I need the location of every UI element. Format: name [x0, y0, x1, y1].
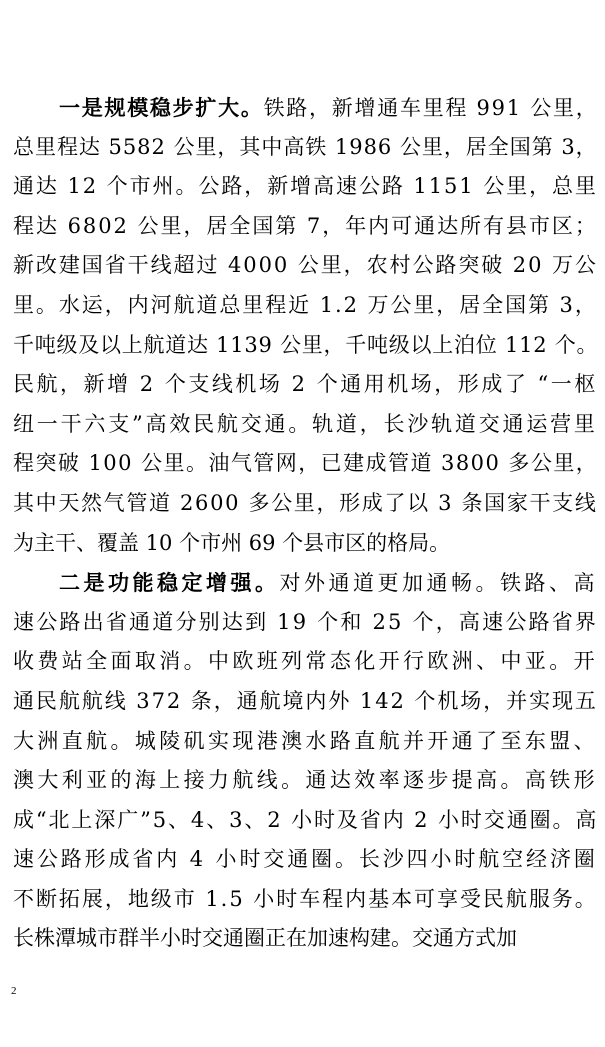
- text-line: [13, 682, 598, 722]
- paragraph-heading: 二是功能稳定增强。: [59, 570, 280, 596]
- text-line: [13, 761, 598, 801]
- line-text: 千吨级及以上航道达 1139 公里，千吨级以上泊位 112 个。: [13, 332, 598, 357]
- text-line: [13, 88, 598, 128]
- text-line: [13, 286, 598, 326]
- line-text: 澳大利亚的海上接力航线。通达效率逐步提高。高铁形: [13, 768, 598, 793]
- line-text: 成“北上深广”5、4、3、2 小时及省内 2 小时交通圈。高: [13, 807, 598, 832]
- text-line: [13, 524, 598, 564]
- line-content: [13, 919, 517, 959]
- line-text: 不断拓展，地级市 1.5 小时车程内基本可享受民航服务。: [13, 886, 598, 911]
- line-text: 总里程达 5582 公里，其中高铁 1986 公里，居全国第 3，: [13, 134, 598, 159]
- line-text: 大洲直航。城陵矶实现港澳水路直航并开通了至东盟、: [13, 728, 598, 753]
- text-line: [13, 128, 598, 168]
- line-content: [13, 365, 598, 405]
- line-text: 其中天然气管道 2600 多公里，形成了以 3 条国家干支线: [13, 490, 598, 515]
- line-content: [13, 128, 598, 168]
- body-text: [13, 88, 598, 959]
- paragraph-heading: 一是规模稳步扩大。: [59, 95, 264, 120]
- line-content: [13, 642, 598, 682]
- text-line: [13, 167, 598, 207]
- line-text: 新改建国省干线超过 4000 公里，农村公路突破 20 万公: [13, 253, 598, 278]
- text-line: [13, 246, 598, 286]
- line-content: [13, 286, 598, 326]
- line-text: 收费站全面取消。中欧班列常态化开行欧洲、中亚。开: [13, 649, 598, 674]
- line-content: [13, 484, 598, 524]
- line-content: [59, 88, 598, 128]
- text-line: [13, 444, 598, 484]
- line-content: [13, 524, 450, 564]
- line-content: [13, 722, 598, 762]
- text-line: [13, 207, 598, 247]
- line-text: 通达 12 个市州。公路，新增高速公路 1151 公里，总里: [13, 174, 598, 199]
- text-line: [13, 563, 598, 603]
- paragraph: [13, 563, 598, 959]
- text-line: [13, 919, 598, 959]
- line-text: 速公路形成省内 4 小时交通圈。长沙四小时航空经济圈: [13, 847, 598, 872]
- line-text: 速公路出省通道分别达到 19 个和 25 个，高速公路省界: [13, 609, 598, 634]
- line-text: 长株潭城市群半小时交通圈正在加速构建。交通方式加: [13, 926, 517, 951]
- line-content: [13, 801, 598, 841]
- text-line: [13, 326, 598, 366]
- text-line: [13, 365, 598, 405]
- line-text: 民航，新增 2 个支线机场 2 个通用机场，形成了 “一枢: [13, 372, 598, 397]
- text-line: [13, 722, 598, 762]
- line-text: 纽一干六支”高效民航交通。轨道，长沙轨道交通运营里: [13, 411, 598, 436]
- line-content: [13, 326, 598, 366]
- text-line: [13, 880, 598, 920]
- line-text: 铁路，新增通车里程 991 公里，: [263, 96, 598, 120]
- line-content: [13, 682, 598, 722]
- line-content: [13, 880, 598, 920]
- line-text: 程达 6802 公里，居全国第 7，年内可通达所有县市区；: [13, 213, 598, 238]
- line-content: [59, 563, 598, 603]
- line-content: [13, 840, 598, 880]
- line-content: [13, 761, 598, 801]
- line-content: [13, 405, 598, 445]
- page-number: 2: [11, 985, 17, 997]
- line-content: [13, 207, 598, 247]
- line-content: [13, 444, 598, 484]
- text-line: [13, 801, 598, 841]
- line-text: 里。水运，内河航道总里程近 1.2 万公里，居全国第 3，: [13, 292, 598, 317]
- text-line: [13, 642, 598, 682]
- line-content: [13, 603, 598, 643]
- line-content: [13, 167, 598, 207]
- text-line: [13, 484, 598, 524]
- text-line: [13, 405, 598, 445]
- line-text: 程突破 100 公里。油气管网，已建成管道 3800 多公里，: [13, 451, 598, 476]
- paragraph: [13, 88, 598, 563]
- line-text: 通民航航线 372 条，通航境内外 142 个机场，并实现五: [13, 688, 598, 713]
- line-content: [13, 246, 598, 286]
- text-line: [13, 840, 598, 880]
- line-text: 对外通道更加通畅。铁路、高: [279, 571, 598, 596]
- text-line: [13, 603, 598, 643]
- line-text: 为主干、覆盖 10 个市州 69 个县市区的格局。: [13, 530, 451, 555]
